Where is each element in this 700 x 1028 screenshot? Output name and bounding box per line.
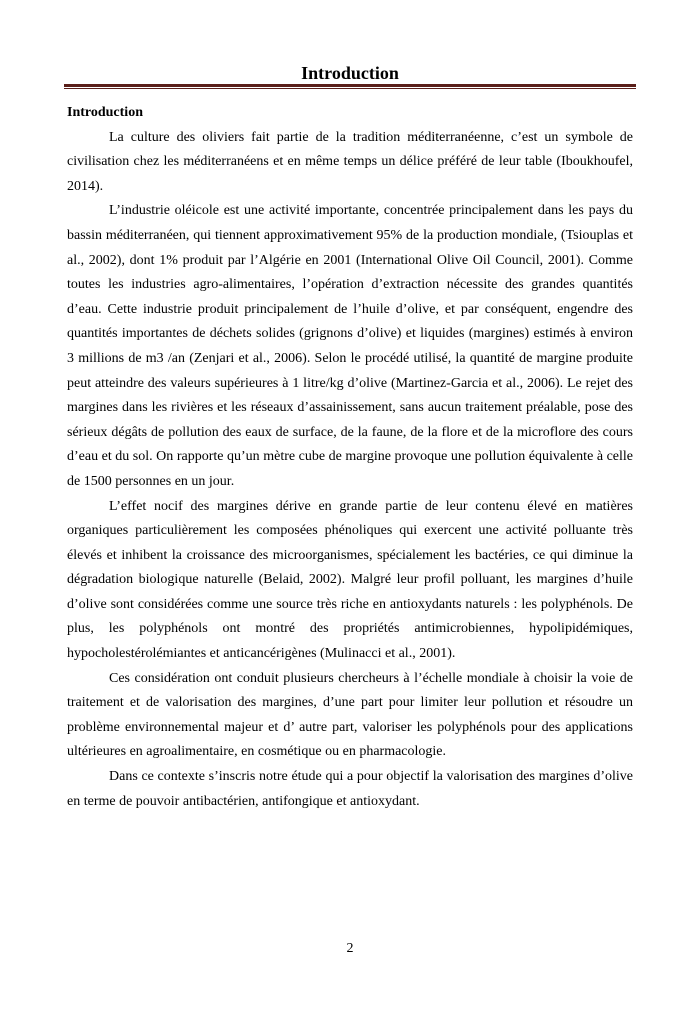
page-number: 2 — [346, 941, 354, 956]
paragraph-5: Dans ce contexte s’inscris notre étude qui a pour objectif la valorisation des margines d’olive en terme de pouvoir antibactérien, antifongique et antioxydant. — [67, 769, 633, 809]
header-rule-thick — [64, 84, 636, 87]
page-header-title: Introduction — [301, 63, 399, 83]
document-body — [67, 101, 633, 814]
section-heading: Introduction — [67, 105, 143, 120]
paragraph-1: La culture des oliviers fait partie de la tradition méditerranéenne, c’est un symbole de civilisation chez les méditerranéens et en même temps un délice préféré de leur table (Iboukhoufel, 2014). — [67, 129, 633, 194]
paragraph-2: L’industrie oléicole est une activité importante, concentrée principalement dans les pays du bassin méditerranéen, qui tiennent approximativement 95% de la production mondiale, (Tsiouplas et al., 2002), dont 1% produit par l’Algérie en 2001 (International Olive Oil Council, 2001). Comme toutes les industries agro-alimentaires, l’opération d’extraction nécessite des grandes quantités d’eau. Cette industrie produit principalement de l’huile d’olive, et par conséquent, engendre des quantités importantes de déchets solides (grignons d’olive) et liquides (margines) estimés à environ 3 millions de m3 /an (Zenjari et al., 2006). Selon le procédé utilisé, la quantité de margine produite peut atteindre des valeurs supérieures à 1 litre/kg d’olive (Martinez-Garcia et al., 2006). Le rejet des margines dans les rivières et les réseaux d’assainissement, sans aucun traitement préalable, pose des sérieux dégâts de pollution des eaux de surface, de la faune, de la flore et de la microflore des cours d’eau et du sol. On rapporte qu’un mètre cube de margine provoque une pollution équivalente à celle de 1500 personnes en un jour. — [67, 203, 633, 489]
paragraph-4: Ces considération ont conduit plusieurs chercheurs à l’échelle mondiale à choisir la voie de traitement et de valorisation des margines, d’une part pour limiter leur pollution et résoudre un problème environnemental majeur et d’ autre part, valoriser les polyphénols pour des applications ultérieures en agroalimentaire, en cosmétique ou en pharmacologie. — [67, 670, 633, 760]
paragraph-3: L’effet nocif des margines dérive en grande partie de leur contenu élevé en matières organiques particulièrement les composées phénoliques qui exercent une activité polluante très élevés et inhibent la croissance des microorganismes, spécialement les bactéries, ce qui diminue la dégradation biologique naturelle (Belaid, 2002). Malgré leur profil polluant, les margines d’huile d’olive sont considérées comme une source très riche en antioxydants naturels : les polyphénols. De plus, les polyphénols ont montré des propriétés antimicrobiennes, hypolipidémiques, hypocholestérolémiantes et anticancérigènes (Mulinacci et al., 2001). — [67, 498, 633, 662]
header-rule-thin — [64, 88, 636, 89]
